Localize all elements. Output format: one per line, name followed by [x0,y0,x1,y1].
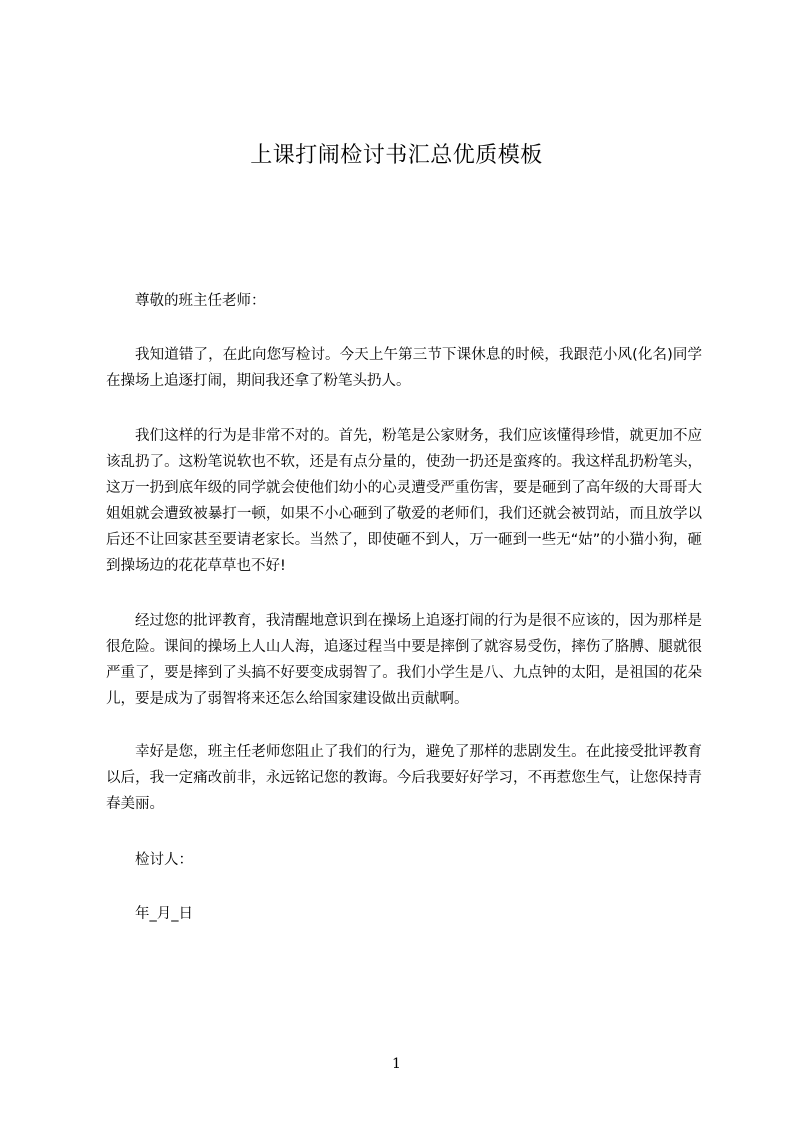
signature-label: 检讨人： [135,852,193,868]
paragraph-1: 我知道错了，在此向您写检讨。今天上午第三节下课休息的时候，我跟范小风(化名)同学在操场上追逐打闹，期间我还拿了粉笔头扔人。 [106,347,702,389]
salutation: 尊敬的班主任老师： [135,293,266,309]
document-title: 上课打闹检讨书汇总优质模板 [250,143,543,168]
paragraph-3: 经过您的批评教育，我清醒地意识到在操场上追逐打闹的行为是很不应该的，因为那样是很危险。课间的操场上人山人海，追逐过程当中要是摔倒了就容易受伤，摔伤了胳膊、腿就很严重了，要是摔到了头搞不好要变成弱智了。我们小学生是八、九点钟的太阳，是祖国的花朵儿，要是成为了弱智将来还怎么给国家建设做出贡献啊。 [106,613,702,707]
paragraph-2: 我们这样的行为是非常不对的。首先，粉笔是公家财务，我们应该懂得珍惜，就更加不应该乱扔了。这粉笔说软也不软，还是有点分量的，使劲一扔还是蛮疼的。我这样乱扔粉笔头，这万一扔到底年级的同学就会使他们幼小的心灵遭受严重伤害，要是砸到了高年级的大哥哥大姐姐就会遭致被暴打一顿，如果不小心砸到了敬爱的老师们，我们还就会被罚站，而且放学以后还不让回家甚至要请老家长。当然了，即使砸不到人，万一砸到一些无“姑”的小猫小狗，砸到操场边的花花草草也不好! [106,428,702,574]
paragraph-4: 幸好是您，班主任老师您阻止了我们的行为，避免了那样的悲剧发生。在此接受批评教育以后，我一定痛改前非，永远铭记您的教诲。今后我要好好学习，不再惹您生气，让您保持青春美丽。 [106,744,702,812]
page-number: 1 [392,1056,401,1072]
date-label: 年_月_日 [135,906,193,922]
